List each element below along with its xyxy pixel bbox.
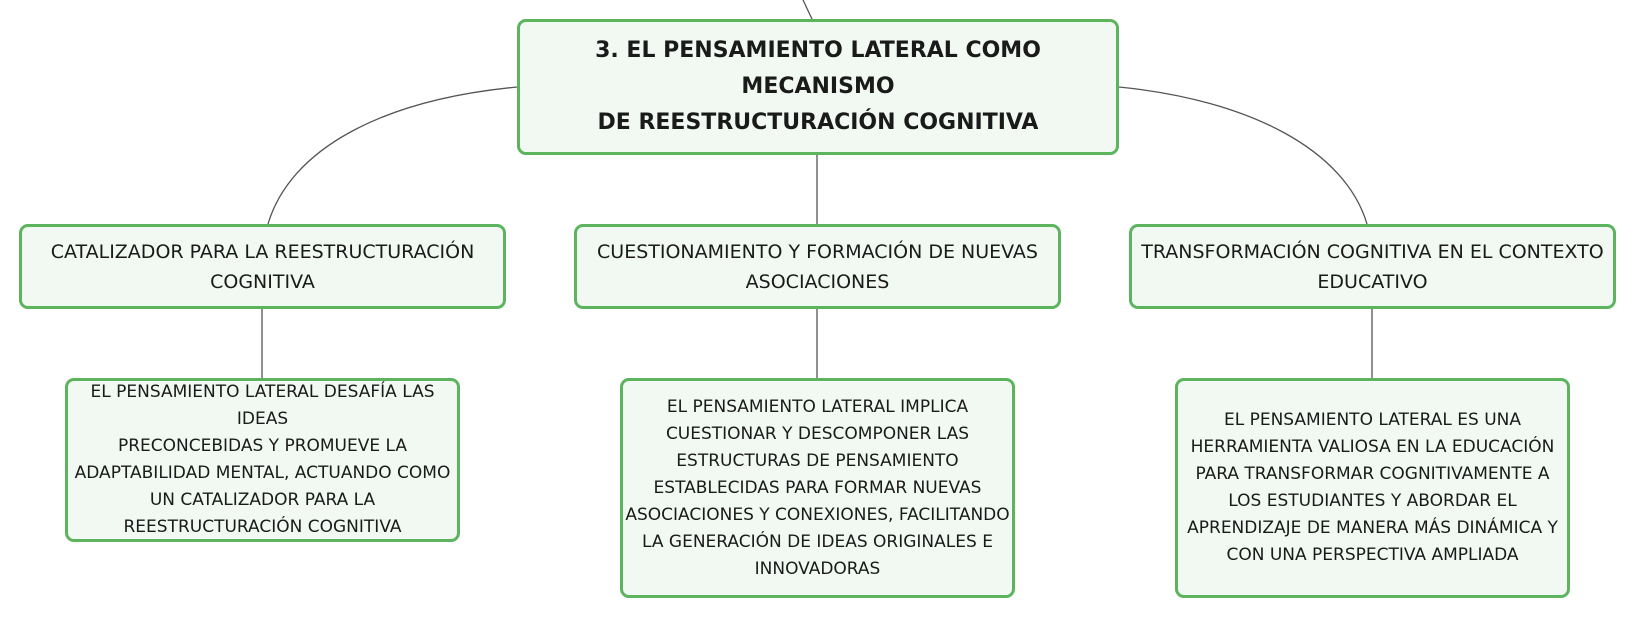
detail-line: PARA TRANSFORMAR COGNITIVAMENTE A bbox=[1195, 464, 1550, 484]
branch-label-line: ASOCIACIONES bbox=[745, 270, 890, 293]
branch-node-catalizador[interactable] bbox=[19, 224, 506, 309]
detail-line: ASOCIACIONES Y CONEXIONES, FACILITANDO bbox=[625, 504, 1010, 525]
root-topic-node[interactable] bbox=[517, 19, 1119, 155]
connector-root-to-left bbox=[268, 87, 517, 224]
branch-label-line: CATALIZADOR PARA LA REESTRUCTURACIÓN bbox=[50, 240, 475, 263]
detail-line: EL PENSAMIENTO LATERAL IMPLICA bbox=[666, 396, 969, 417]
detail-line: LA GENERACIÓN DE IDEAS ORIGINALES E bbox=[642, 531, 993, 552]
detail-line: CON UNA PERSPECTIVA AMPLIADA bbox=[1226, 545, 1519, 565]
root-title-line: DE REESTRUCTURACIÓN COGNITIVA bbox=[597, 110, 1039, 135]
detail-line: INNOVADORAS bbox=[754, 558, 881, 579]
detail-line: HERRAMIENTA VALIOSA EN LA EDUCACIÓN bbox=[1190, 437, 1555, 457]
detail-line: REESTRUCTURACIÓN COGNITIVA bbox=[123, 517, 402, 537]
connector-from-parent bbox=[803, 0, 812, 19]
detail-line: CUESTIONAR Y DESCOMPONER LAS bbox=[665, 423, 970, 444]
detail-line: ADAPTABILIDAD MENTAL, ACTUANDO COMO bbox=[74, 463, 451, 483]
detail-node-catalizador[interactable] bbox=[65, 378, 460, 542]
branch-label-line: CUESTIONAMIENTO Y FORMACIÓN DE NUEVAS bbox=[597, 240, 1038, 263]
detail-line: EL PENSAMIENTO LATERAL ES UNA bbox=[1223, 410, 1522, 430]
connector-root-to-right bbox=[1119, 87, 1367, 224]
detail-node-cuestionamiento[interactable] bbox=[620, 378, 1015, 598]
detail-node-transformacion[interactable] bbox=[1175, 378, 1570, 598]
branch-label-line: COGNITIVA bbox=[210, 270, 315, 293]
branch-label-line: EDUCATIVO bbox=[1317, 270, 1428, 293]
branch-label-line: TRANSFORMACIÓN COGNITIVA EN EL CONTEXTO bbox=[1141, 240, 1604, 263]
detail-line: LOS ESTUDIANTES Y ABORDAR EL bbox=[1228, 491, 1517, 511]
detail-line: PRECONCEBIDAS Y PROMUEVE LA bbox=[117, 436, 408, 456]
detail-line: APRENDIZAJE DE MANERA MÁS DINÁMICA Y bbox=[1187, 518, 1558, 538]
root-title-line: 3. EL PENSAMIENTO LATERAL COMO MECANISMO bbox=[595, 38, 1041, 99]
branch-node-transformacion[interactable] bbox=[1129, 224, 1616, 309]
branch-node-cuestionamiento[interactable] bbox=[574, 224, 1061, 309]
detail-line: EL PENSAMIENTO LATERAL DESAFÍA LAS IDEAS bbox=[90, 382, 435, 429]
detail-line: UN CATALIZADOR PARA LA bbox=[149, 490, 376, 510]
detail-line: ESTABLECIDAS PARA FORMAR NUEVAS bbox=[653, 477, 982, 498]
detail-line: ESTRUCTURAS DE PENSAMIENTO bbox=[676, 450, 959, 471]
